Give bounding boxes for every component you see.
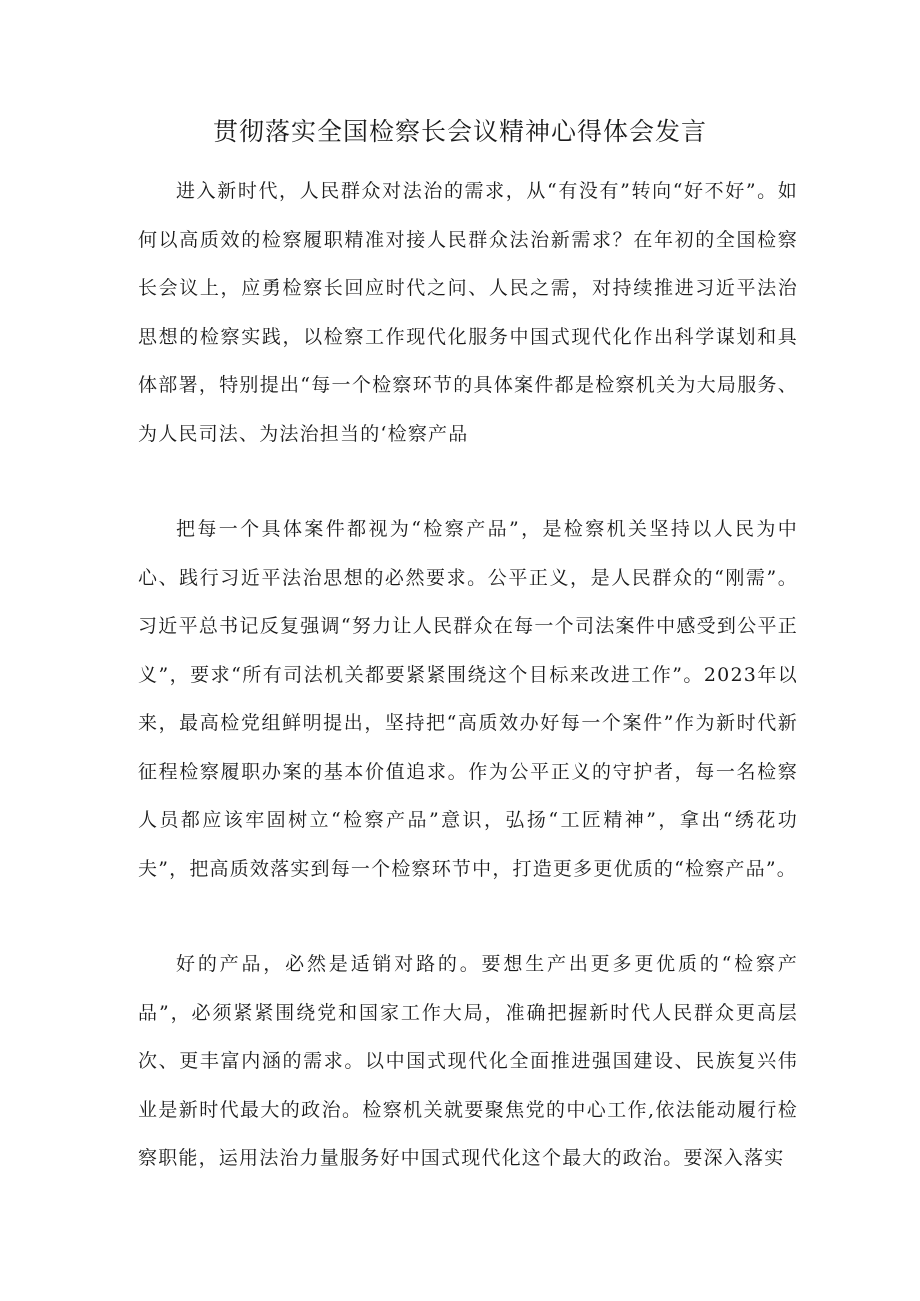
body-paragraph-1: 进入新时代，人民群众对法治的需求，从“有没有”转向“好不好”。如何以高质效的检察履职精准对接人民群众法治新需求？在年初的全国检察长会议上，应勇检察长回应时代之问、人民之需，对持续推进习近平法治思想的检察实践，以检察工作现代化服务中国式现代化作出科学谋划和具体部署，特别提出“每一个检察环节的具体案件都是检察机关为大局服务、为人民司法、为法治担当的‘检察产品 <box>138 180 798 445</box>
document-body <box>138 167 798 1230</box>
body-paragraph-2: 把每一个具体案件都视为“检察产品”，是检察机关坚持以人民为中心、践行习近平法治思想的必然要求。公平正义，是人民群众的“刚需”。习近平总书记反复强调“努力让人民群众在每一个司法案件中感受到公平正义”，要求“所有司法机关都要紧紧围绕这个目标来改进工作”。2023年以来，最高检党组鲜明提出，坚持把“高质效办好每一个案件”作为新时代新征程检察履职办案的基本价值追求。作为公平正义的守护者，每一名检察人员都应该牢固树立“检察产品”意识，弘扬“工匠精神”，拿出“绣花功夫”，把高质效落实到每一个检察环节中，打造更多更优质的“检察产品”。 <box>138 518 798 880</box>
document-title: 贯彻落实全国检察长会议精神心得体会发言 <box>212 117 707 146</box>
body-paragraph-3: 好的产品，必然是适销对路的。要想生产出更多更优质的“检察产品”，必须紧紧围绕党和国家工作大局，准确把握新时代人民群众更高层次、更丰富内涵的需求。以中国式现代化全面推进强国建设、民族复兴伟业是新时代最大的政治。检察机关就要聚焦党的中心工作,依法能动履行检察职能，运用法治力量服务好中国式现代化这个最大的政治。要深入落实 <box>138 953 798 1169</box>
